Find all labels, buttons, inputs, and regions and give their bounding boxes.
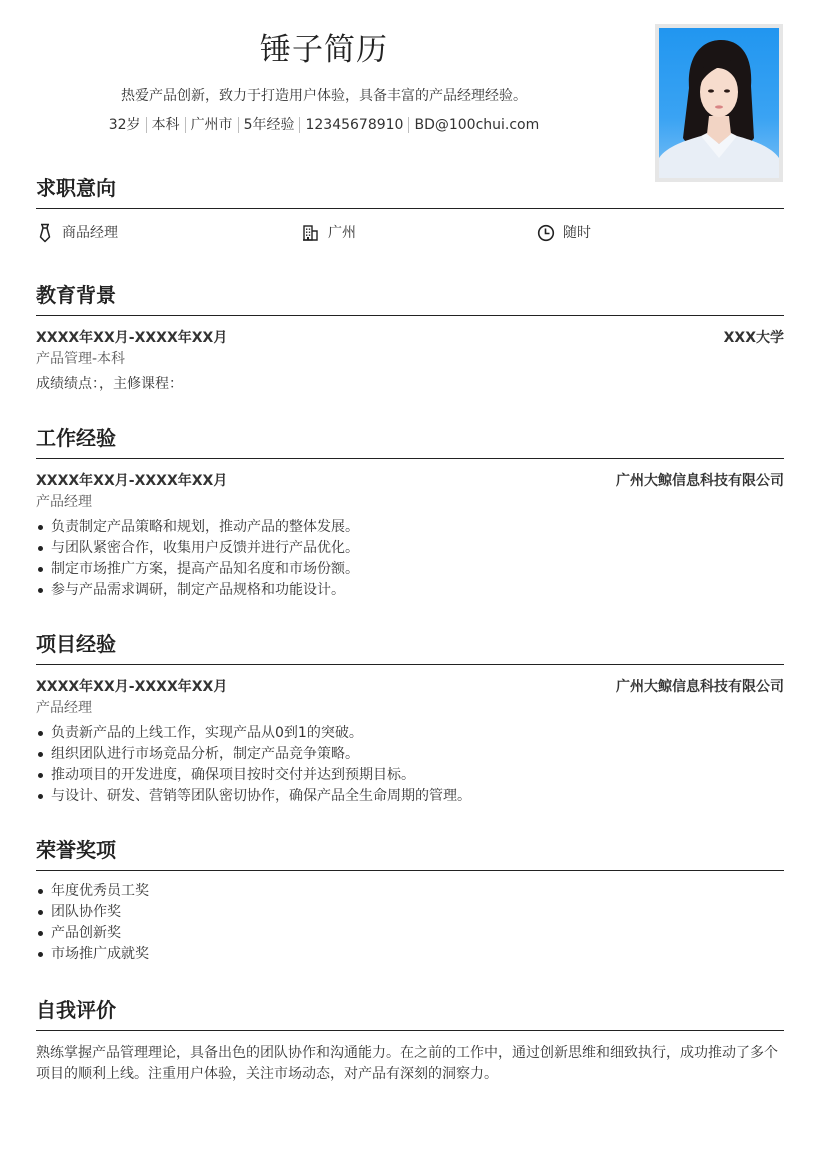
basic-info-line <box>36 115 612 135</box>
building-icon <box>302 224 320 242</box>
section-title: 荣誉奖项 <box>36 838 116 862</box>
list-item: 与设计、研发、营销等团队密切协作，确保产品全生命周期的管理。 <box>36 786 784 807</box>
info-age: 32岁 <box>108 117 141 133</box>
section-education <box>36 281 784 394</box>
list-item: 负责制定产品策略和规划，推动产品的整体发展。 <box>36 517 784 538</box>
section-honors <box>36 836 784 965</box>
intent-city-label: 广州 <box>328 225 356 241</box>
list-item: 团队协作奖 <box>36 902 784 923</box>
info-separator <box>238 117 239 133</box>
resume-name: 锤子简历 <box>260 32 388 68</box>
profile-photo <box>659 28 779 178</box>
intent-availability-label: 随时 <box>563 225 591 241</box>
list-item: 与团队紧密合作，收集用户反馈并进行产品优化。 <box>36 538 784 559</box>
self-evaluation-text: 熟练掌握产品管理理论，具备出色的团队协作和沟通能力。在之前的工作中，通过创新思维和细致执行，成功推动了多个项目的顺利上线。注重用户体验，关注市场动态，对产品有深刻的洞察力。 <box>36 1045 778 1082</box>
info-degree: 本科 <box>151 117 180 133</box>
list-item: 年度优秀员工奖 <box>36 881 784 902</box>
info-email: BD@100chui.com <box>414 117 540 133</box>
profile-photo-frame <box>655 24 783 182</box>
info-experience: 5年经验 <box>243 117 295 133</box>
intent-position-label: 商品经理 <box>62 225 118 241</box>
intent-availability <box>537 223 591 243</box>
list-item: 制定市场推广方案，提高产品知名度和市场份额。 <box>36 559 784 580</box>
project-period: XXXX年XX月-XXXX年XX月 <box>36 679 228 695</box>
section-title: 项目经验 <box>36 632 116 656</box>
education-major: 产品管理-本科 <box>36 351 126 367</box>
work-bullet-list <box>36 517 784 601</box>
list-item: 负责新产品的上线工作，实现产品从0到1的突破。 <box>36 723 784 744</box>
info-phone: 12345678910 <box>305 117 404 133</box>
education-detail: 成绩绩点：，主修课程： <box>36 376 183 392</box>
info-separator <box>185 117 186 133</box>
section-divider <box>36 870 784 871</box>
intent-position <box>36 223 302 243</box>
section-title: 教育背景 <box>36 283 116 307</box>
education-row-head <box>36 328 784 348</box>
work-row-head <box>36 471 784 491</box>
project-bullet-list <box>36 723 784 807</box>
list-item: 产品创新奖 <box>36 923 784 944</box>
clock-icon <box>537 224 555 242</box>
resume-page <box>36 0 784 1160</box>
project-role: 产品经理 <box>36 700 92 716</box>
section-title: 自我评价 <box>36 998 116 1022</box>
section-divider <box>36 664 784 665</box>
portrait-illustration-icon <box>659 28 779 178</box>
section-job-intent <box>36 174 784 243</box>
list-item: 市场推广成就奖 <box>36 944 784 965</box>
education-school: XXX大学 <box>723 330 784 346</box>
education-period: XXXX年XX月-XXXX年XX月 <box>36 330 228 346</box>
section-self-evaluation <box>36 996 784 1085</box>
work-role: 产品经理 <box>36 494 92 510</box>
project-row-head <box>36 677 784 697</box>
list-item: 参与产品需求调研，制定产品规格和功能设计。 <box>36 580 784 601</box>
resume-header <box>36 0 784 190</box>
section-divider <box>36 458 784 459</box>
section-title: 工作经验 <box>36 426 116 450</box>
work-company: 广州大鲸信息科技有限公司 <box>616 473 784 489</box>
resume-slogan: 热爱产品创新，致力于打造用户体验，具备丰富的产品经理经验。 <box>121 88 527 104</box>
tie-icon <box>36 223 54 243</box>
project-company: 广州大鲸信息科技有限公司 <box>616 679 784 695</box>
section-divider <box>36 208 784 209</box>
section-divider <box>36 1030 784 1031</box>
job-intent-row <box>36 223 784 243</box>
info-separator <box>408 117 409 133</box>
info-separator <box>146 117 147 133</box>
work-period: XXXX年XX月-XXXX年XX月 <box>36 473 228 489</box>
section-work-experience <box>36 424 784 601</box>
info-city: 广州市 <box>190 117 233 133</box>
section-divider <box>36 315 784 316</box>
list-item: 组织团队进行市场竞品分析，制定产品竞争策略。 <box>36 744 784 765</box>
section-project-experience <box>36 630 784 807</box>
info-separator <box>299 117 300 133</box>
section-title: 求职意向 <box>36 176 116 200</box>
intent-city <box>302 223 537 243</box>
list-item: 推动项目的开发进度，确保项目按时交付并达到预期目标。 <box>36 765 784 786</box>
honors-bullet-list <box>36 881 784 965</box>
